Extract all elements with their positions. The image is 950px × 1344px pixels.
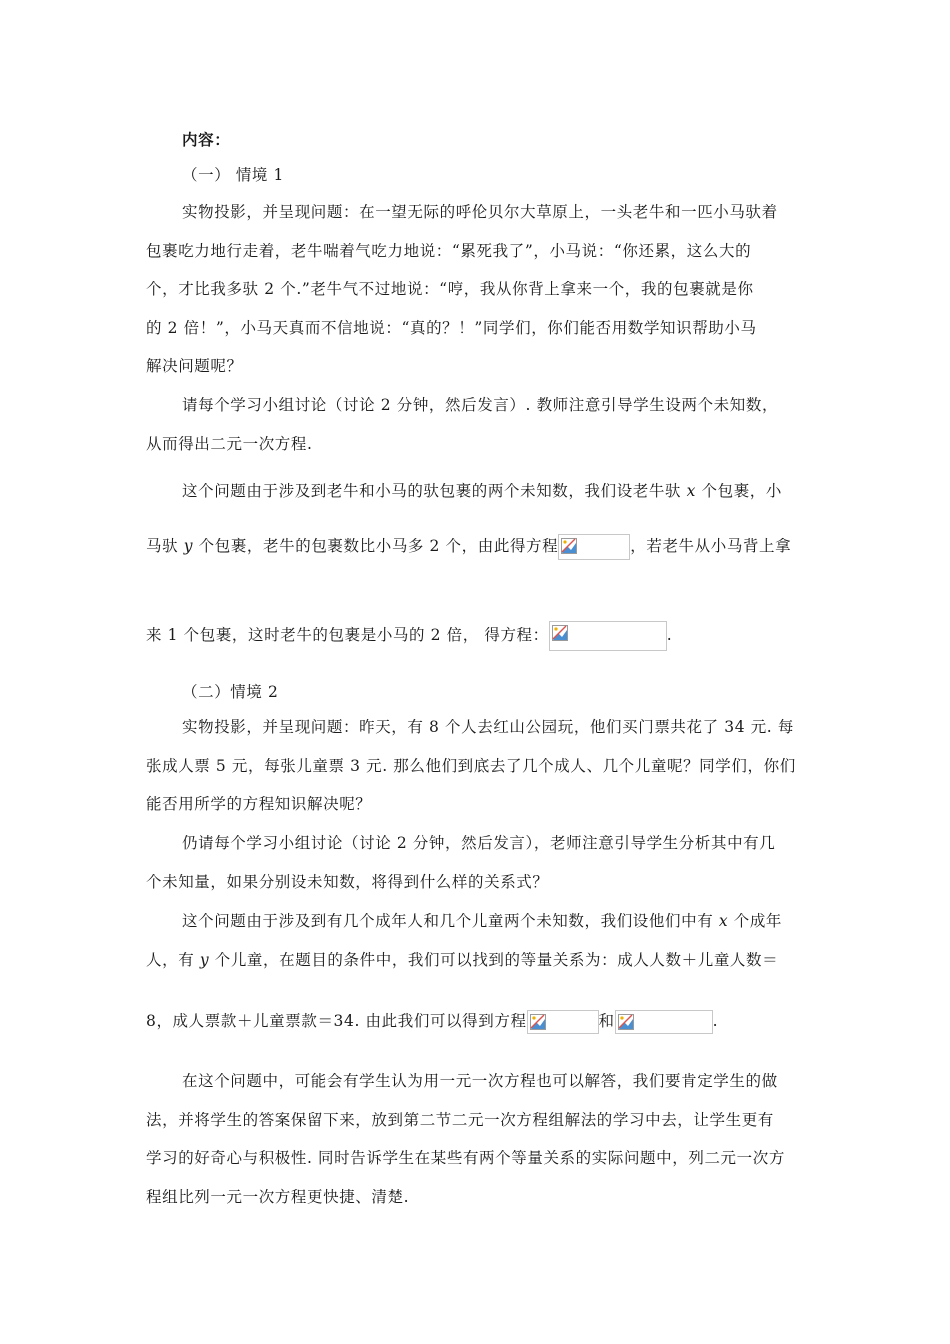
section2-analysis-line xyxy=(182,909,782,931)
section2-paragraph-line: 实物投影，并呈现问题：昨天，有 8 个人去红山公园玩，他们买门票共花了 34 元. 每 xyxy=(182,718,794,736)
content-heading: 内容： xyxy=(182,131,231,149)
analysis-text: 个包裹，老牛的包裹数比小马多 2 个，由此得方程 xyxy=(193,537,559,555)
section1-paragraph-line: 解决问题呢？ xyxy=(146,357,243,375)
section1-analysis-line xyxy=(182,479,782,501)
analysis-text: 人，有 xyxy=(146,951,200,969)
section2-title: （二）情境 2 xyxy=(182,683,279,701)
section1-discussion-line: 从而得出二元一次方程. xyxy=(146,435,313,453)
analysis-text: ，若老牛从小马背上拿 xyxy=(630,537,792,555)
equation-image-placeholder xyxy=(549,621,667,651)
analysis-text: 个儿童，在题目的条件中，我们可以找到的等量关系为：成人人数＋儿童人数＝ xyxy=(209,951,779,969)
analysis-text: 这个问题由于涉及到老牛和小马的驮包裹的两个未知数，我们设老牛驮 xyxy=(182,482,687,500)
variable-x: x xyxy=(686,482,696,500)
analysis-text: 来 1 个包裹，这时老牛的包裹是小马的 2 倍， 得方程： xyxy=(146,626,549,644)
broken-image-icon xyxy=(552,625,568,641)
section2-paragraph-line: 能否用所学的方程知识解决呢？ xyxy=(146,795,372,813)
analysis-text: 和 xyxy=(598,1012,615,1030)
variable-y: y xyxy=(183,537,194,555)
conclusion-line: 程组比列一元一次方程更快捷、清楚. xyxy=(146,1188,410,1206)
equation-image-placeholder xyxy=(527,1010,599,1034)
section1-paragraph-line: 个，才比我多驮 2 个.”老牛气不过地说：“哼，我从你背上拿来一个，我的包裹就是你 xyxy=(146,280,754,298)
section1-discussion-line: 请每个学习小组讨论（讨论 2 分钟，然后发言）. 教师注意引导学生设两个未知数， xyxy=(182,396,779,414)
equation-image-placeholder xyxy=(558,534,630,560)
broken-image-icon xyxy=(561,538,577,554)
section1-paragraph-line: 实物投影，并呈现问题：在一望无际的呼伦贝尔大草原上，一头老牛和一匹小马驮着 xyxy=(182,203,778,221)
conclusion-line: 学习的好奇心与积极性. 同时告诉学生在某些有两个等量关系的实际问题中，列二元一次方 xyxy=(146,1149,785,1167)
analysis-text: 这个问题由于涉及到有几个成年人和几个儿童两个未知数，我们设他们中有 xyxy=(182,912,719,930)
equation-image-placeholder xyxy=(615,1010,713,1034)
analysis-text: 个成年 xyxy=(728,912,783,930)
conclusion-line: 在这个问题中，可能会有学生认为用一元一次方程也可以解答，我们要肯定学生的做 xyxy=(182,1072,778,1090)
section2-discussion-line: 仍请每个学习小组讨论（讨论 2 分钟，然后发言），老师注意引导学生分析其中有几 xyxy=(182,834,776,852)
section1-title: （一） 情境 1 xyxy=(182,166,285,184)
conclusion-line: 法，并将学生的答案保留下来，放到第二节二元一次方程组解法的学习中去，让学生更有 xyxy=(146,1111,774,1129)
section1-paragraph-line: 的 2 倍！”，小马天真而不信地说：“真的？！”同学们，你们能否用数学知识帮助小马 xyxy=(146,319,757,337)
section2-analysis-line xyxy=(146,948,778,970)
section1-paragraph-line: 包裹吃力地行走着，老牛喘着气吃力地说：“累死我了”，小马说：“你还累，这么大的 xyxy=(146,242,752,260)
broken-image-icon xyxy=(530,1014,546,1030)
section2-paragraph-line: 张成人票 5 元，每张儿童票 3 元. 那么他们到底去了几个成人、几个儿童呢？同学们，你们 xyxy=(146,757,796,775)
section1-analysis-line xyxy=(146,534,791,560)
analysis-text: 个包裹，小 xyxy=(695,482,783,500)
section2-discussion-line: 个未知量，如果分别设未知数，将得到什么样的关系式？ xyxy=(146,873,549,891)
analysis-text: . xyxy=(712,1012,719,1030)
variable-x: x xyxy=(718,912,729,930)
broken-image-icon xyxy=(618,1014,634,1030)
analysis-text: . xyxy=(666,626,673,644)
section2-analysis-line xyxy=(146,1009,718,1034)
variable-y: y xyxy=(199,951,210,969)
analysis-text: 8，成人票款＋儿童票款＝34. 由此我们可以得到方程 xyxy=(146,1012,527,1030)
section1-analysis-line xyxy=(146,621,672,651)
analysis-text: 马驮 xyxy=(146,537,184,555)
